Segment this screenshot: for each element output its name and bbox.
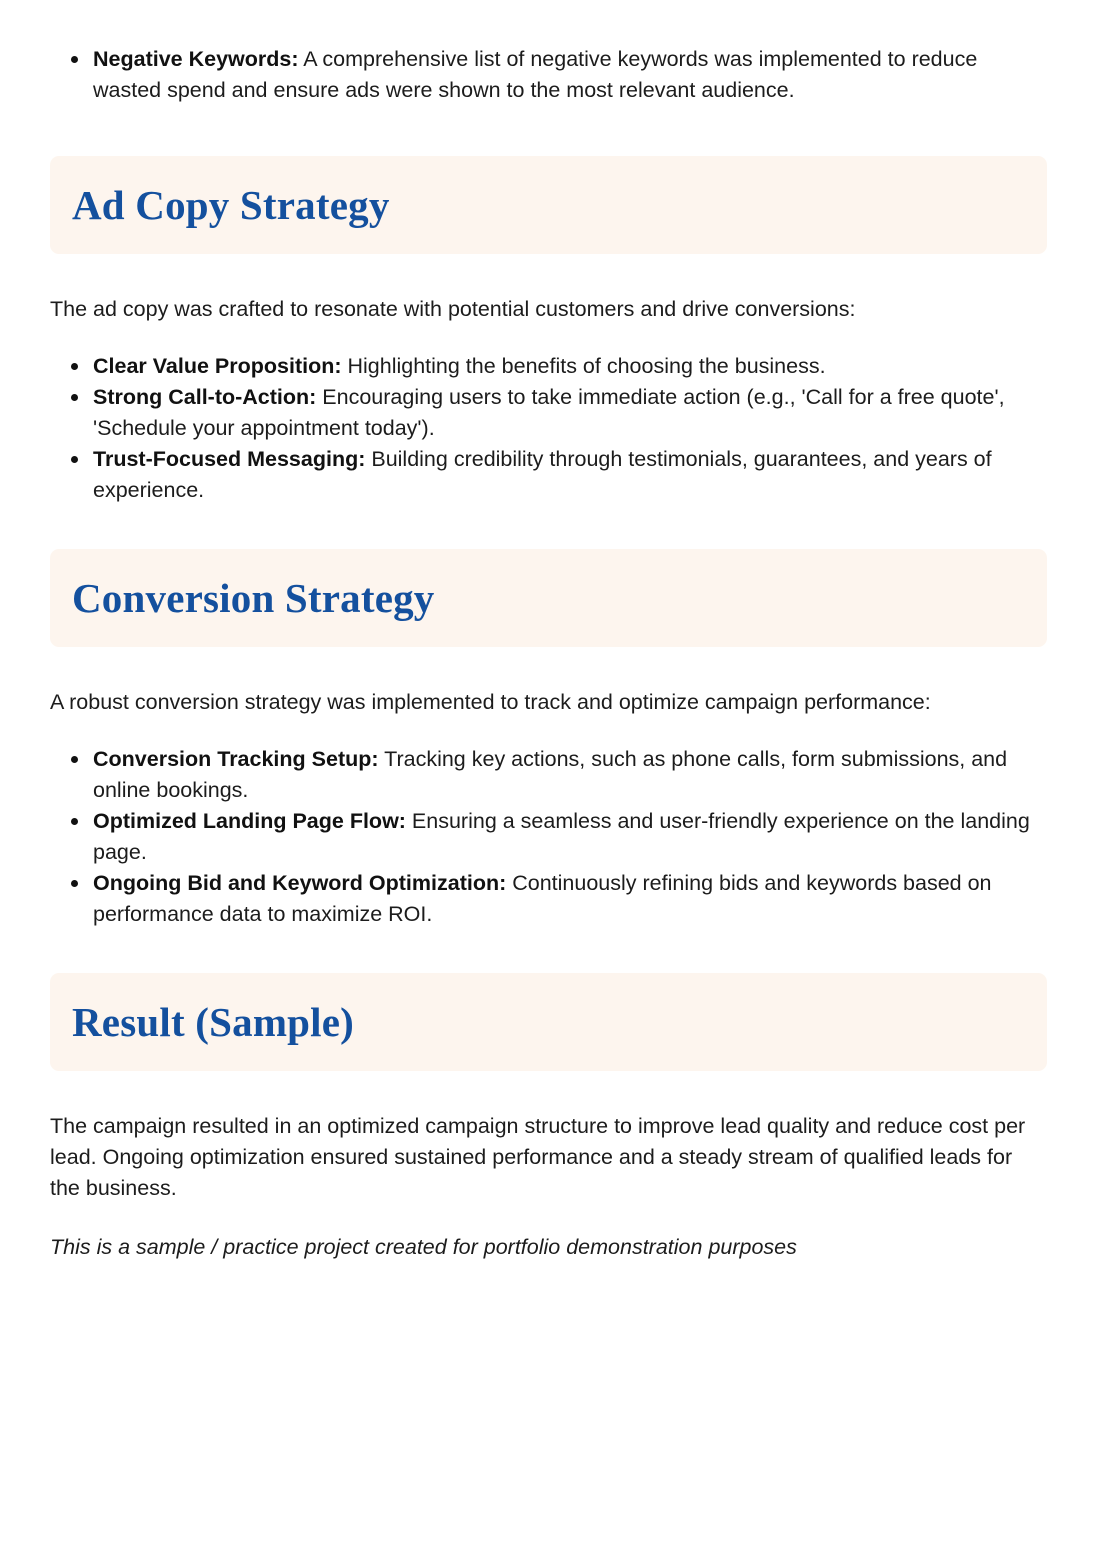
section-intro-paragraph: A robust conversion strategy was implemented to track and optimize campaign performance:: [50, 690, 931, 714]
section-title: Result (Sample): [72, 999, 355, 1045]
ad-copy-strategy-list: [50, 351, 1047, 506]
bullet-dot-icon: [71, 363, 78, 370]
list-item-lead: Trust-Focused Messaging:: [93, 447, 366, 471]
list-item-lead: Strong Call-to-Action:: [93, 385, 317, 409]
bullet-dot-icon: [71, 818, 78, 825]
section-heading-band-ad-copy-strategy: [50, 156, 1047, 254]
section-title: Conversion Strategy: [72, 575, 435, 621]
section-title: Ad Copy Strategy: [72, 182, 390, 228]
list-item-text: Continuously refining bids and keywords based on performance data to maximize ROI.: [93, 871, 992, 926]
section-heading-band-conversion-strategy: [50, 549, 1047, 647]
sample-disclaimer-note: This is a sample / practice project created for portfolio demonstration purposes: [50, 1235, 797, 1259]
list-item-lead: Clear Value Proposition:: [93, 354, 342, 378]
bullet-dot-icon: [71, 56, 78, 63]
list-item-text: Encouraging users to take immediate action (e.g., 'Call for a free quote', 'Schedule your appointment today').: [93, 385, 1005, 440]
list-item: [50, 868, 1047, 930]
list-item-lead: Optimized Landing Page Flow:: [93, 809, 406, 833]
list-item: [50, 44, 1047, 106]
result-paragraph: The campaign resulted in an optimized campaign structure to improve lead quality and reduce cost per lead. Ongoing optimization ensured sustained performance and a steady stream of qualified leads for the business.: [50, 1114, 1026, 1200]
list-item: [50, 444, 1047, 506]
section-heading-band-result-sample: [50, 973, 1047, 1071]
bullet-dot-icon: [71, 394, 78, 401]
bullet-dot-icon: [71, 456, 78, 463]
list-item: [50, 744, 1047, 806]
negative-keywords-list: [50, 44, 1047, 106]
list-item-text: Building credibility through testimonials, guarantees, and years of experience.: [93, 447, 992, 502]
bullet-dot-icon: [71, 756, 78, 763]
bullet-dot-icon: [71, 880, 78, 887]
list-item-text: A comprehensive list of negative keywords was implemented to reduce wasted spend and ensure ads were shown to the most relevant audience.: [93, 47, 978, 102]
list-item-lead: Ongoing Bid and Keyword Optimization:: [93, 871, 507, 895]
list-item: [50, 806, 1047, 868]
list-item-text: Ensuring a seamless and user-friendly experience on the landing page.: [93, 809, 1030, 864]
list-item-text: Tracking key actions, such as phone calls, form submissions, and online bookings.: [93, 747, 1008, 802]
list-item: [50, 351, 1047, 382]
list-item-text: Highlighting the benefits of choosing the business.: [341, 354, 826, 378]
section-intro-paragraph: The ad copy was crafted to resonate with potential customers and drive conversions:: [50, 297, 856, 321]
list-item-lead: Negative Keywords:: [93, 47, 299, 71]
conversion-strategy-list: [50, 744, 1047, 930]
list-item: [50, 382, 1047, 444]
list-item-lead: Conversion Tracking Setup:: [93, 747, 379, 771]
